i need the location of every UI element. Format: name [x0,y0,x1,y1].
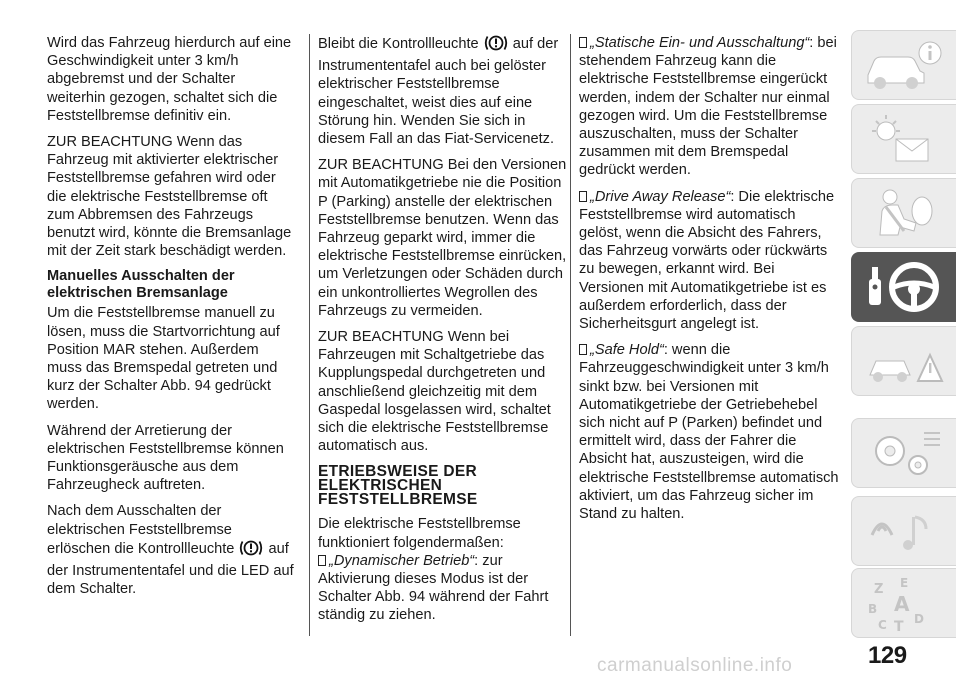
column-divider [309,34,310,636]
bullet-item [579,341,841,523]
warning-paragraph: ZUR BEACHTUNG Wenn das Fahrzeug mit aktivierter elektrischer Feststellbremse gefahren wird oder die elektrische Feststellbremse oft zum Abbremsen des Fahrzeugs benutzt wird, könnte die Bremsanlage mit der Zeit stark beschädigt werden. [47,134,292,260]
paragraph: Um die Feststellbremse manuell zu lösen, muss die Startvorrichtung auf Position MAR stehen. Außerdem muss das Bremspedal getreten und kurz der Schalter Abb. 94 gedrückt werden. [47,305,280,413]
bullet-box-icon [579,191,587,202]
index-letter: Z [874,582,884,597]
parking-brake-warning-icon [483,34,509,57]
paragraph [318,34,568,148]
nav-tab-multimedia[interactable] [851,496,956,566]
bullet-box-icon [318,555,326,566]
multimedia-icon [860,501,950,561]
steering-wheel-icon [860,257,950,317]
paragraph: Wird das Fahrzeug hierdurch auf eine Geschwindigkeit unter 3 km/h abgebremst und der Schalter weiterhin gezogen, schaltet sich die Feststellbremse definitiv ein. [47,35,292,124]
text-column-2 [318,34,568,633]
warning-paragraph: ZUR BEACHTUNG Bei den Versionen mit Automatikgetriebe nie die Position P (Parking) anstelle der elektrischen Feststellbremse benutzen. Wenn das Fahrzeug geparkt wird, immer die elektrische Feststellbremse einrücken, um Verletzungen oder Schäden durch ein unkontrolliertes Wegrollen des Fahrzeugs zu vermeiden. [318,157,567,319]
index-letter: E [900,576,909,590]
paragraph-text: auf der Instrumententafel und die LED auf dem Schalter. [47,540,294,598]
nav-tab-servicing[interactable] [851,418,956,488]
car-info-icon [860,35,950,95]
warning-paragraph: ZUR BEACHTUNG Wenn bei Fahrzeugen mit Schaltgetriebe das Kupplungspedal durchgetreten und anschließend gleichzeitig mit dem Gaspedal losgelassen wird, schaltet sich die elektrische Feststellbremse automatisch aus. [318,329,551,455]
bullet-item [579,34,841,180]
paragraph: Die elektrische Feststellbremse funktioniert folgendermaßen: [318,516,521,551]
nav-tab-warning-lights[interactable] [851,104,956,174]
column-divider [570,34,571,636]
index-letter: T [894,619,904,635]
bullet-text: : Die elektrische Feststellbremse wird automatisch gelöst, wenn die Absicht des Fahrers, das Fahrzeug vorwärts oder rückwärts zu bewegen, erkannt wird. Bei Versionen mit Automatikgetriebe ist es außerdem erforderlich, dass der Sicherheitsgurt angelegt ist. [579,188,835,333]
bullet-box-icon [579,37,587,48]
nav-tab-starting-driving[interactable] [851,252,956,322]
paragraph: Während der Arretierung der elektrischen Feststellbremse können Funktionsgeräusche aus dem Fahrzeugheck auftreten. [47,422,284,494]
service-tools-icon [860,423,950,483]
paragraph-text: auf der Instrumententafel auch bei gelöster elektrischer Feststellbremse eingeschaltet, weist dies auf eine Störung hin. Wenden Sie sich in diesem Fall an das Fiat-Servicenetz. [318,36,559,148]
safety-airbag-icon [860,183,950,243]
bullet-item [318,552,568,625]
index-letter: A [894,592,910,616]
bullet-box-icon [579,344,587,355]
index-letter: B [868,602,878,616]
nav-tab-car-info[interactable] [851,30,956,100]
bullet-text: : zur Aktivierung dieses Modus ist der Schalter Abb. 94 während der Fahrt ständig zu ziehen. [318,552,549,624]
watermark: carmanualsonline.info [597,655,793,676]
bullet-title: „Drive Away Release“ [590,188,731,205]
text-column-1 [47,34,297,606]
warning-lights-icon [860,109,950,169]
paragraph-text: Nach dem Ausschalten der elektrischen Feststellbremse erlöschen die Kontrollleuchte [47,503,235,557]
section-heading: ETRIEBSWEISE DER ELEKTRISCHEN FESTSTELLBREMSE [318,463,478,509]
index-letter: C [878,618,887,632]
nav-tab-in-emergency[interactable] [851,326,956,396]
nav-tab-index[interactable] [851,568,956,638]
alphabetical-index-icon [860,573,950,635]
bullet-title: „Safe Hold“ [590,342,664,359]
paragraph [47,502,297,598]
index-letter: D [914,612,924,626]
parking-brake-warning-icon [238,539,264,562]
paragraph-text: Bleibt die Kontrollleuchte [318,36,479,52]
section-heading: Manuelles Ausschalten der elektrischen Bremsanlage [47,268,235,302]
bullet-text: : bei stehendem Fahrzeug kann die elektrische Feststellbremse eingerückt werden, indem der Schalter nur einmal gezogen wird. Um die Feststellbremse auszuschalten, muss der Schalter zusammen mit dem Bremspedal gedrückt werden. [579,35,837,179]
bullet-item [579,188,841,334]
page-number: 129 [868,642,907,669]
bullet-title: „Dynamischer Betrieb“ [329,552,475,569]
bullet-title: „Statische Ein- und Ausschaltung“ [590,35,810,51]
bullet-text: : wenn die Fahrzeuggeschwindigkeit unter 3 km/h sinkt bzw. bei Versionen mit Automatikgetriebe der Getriebehebel sich nicht auf P (Parken) befindet und ermittelt wird, dass der Fahrer die Absicht hat, auszusteigen, wird die elektrische Feststellbremse automatisch aktiviert, um das Fahrzeug sicher im Stand zu halten. [579,342,839,523]
nav-tab-safety[interactable] [851,178,956,248]
emergency-icon [860,331,950,391]
text-column-3 [579,34,841,531]
